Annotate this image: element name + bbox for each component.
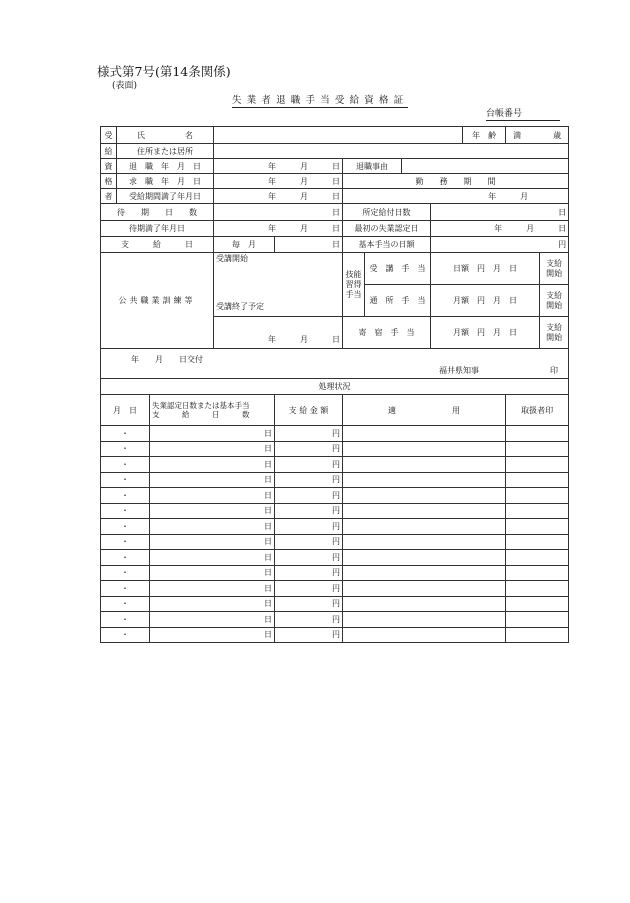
skill-allowance-label bbox=[343, 253, 365, 317]
processing-handler-cell[interactable] bbox=[506, 441, 569, 457]
lecture-allowance-label: 受 講 手 当 bbox=[365, 253, 431, 285]
benefit-end-label: 受給期間満了年月日 bbox=[117, 189, 214, 204]
issue-cell bbox=[101, 349, 569, 379]
processing-row bbox=[101, 441, 569, 457]
processing-days-cell[interactable]: 日 bbox=[150, 457, 275, 473]
processing-remarks-cell[interactable] bbox=[343, 550, 506, 566]
processing-header-days-line-1: 失業認定日数または基本手当 bbox=[152, 401, 250, 410]
processing-remarks-cell[interactable] bbox=[343, 534, 506, 550]
benefit-end-row bbox=[101, 189, 569, 204]
boarding-allowance-label: 寄 宿 手 当 bbox=[343, 317, 431, 349]
retire-reason-label: 退職事由 bbox=[343, 159, 402, 174]
recipient-label-char-2: 給 bbox=[101, 144, 117, 159]
processing-amount-cell[interactable]: 円 bbox=[275, 519, 343, 535]
processing-header-days-line-2: 支 給 日 数 bbox=[152, 410, 250, 419]
training-start-label: 受講開始 bbox=[214, 253, 343, 301]
processing-remarks-cell[interactable] bbox=[343, 426, 506, 442]
processing-date-cell[interactable]: ・ bbox=[101, 581, 150, 597]
job-seek-row bbox=[101, 174, 569, 189]
issue-date[interactable]: 年 月 日交付 bbox=[131, 355, 203, 364]
processing-row bbox=[101, 503, 569, 519]
processing-days-cell[interactable]: 日 bbox=[150, 503, 275, 519]
prescribed-days-label: 所定給付日数 bbox=[343, 204, 431, 221]
pay-day-field[interactable]: 日 bbox=[275, 237, 343, 253]
retire-date-label: 退 職 年 月 日 bbox=[117, 159, 214, 174]
job-seek-date-label: 求 職 年 月 日 bbox=[117, 174, 214, 189]
service-period-label: 勤 務 期 間 bbox=[343, 174, 569, 189]
recipient-label-char-4: 格 bbox=[101, 174, 117, 189]
processing-row bbox=[101, 519, 569, 535]
skill-label-line-2: 習得 bbox=[345, 279, 362, 289]
processing-row bbox=[101, 488, 569, 504]
processing-amount-cell[interactable]: 円 bbox=[275, 550, 343, 566]
skill-label-line-3: 手当 bbox=[345, 289, 362, 299]
processing-header-remarks: 適 用 bbox=[343, 395, 506, 426]
processing-remarks-cell[interactable] bbox=[343, 627, 506, 643]
processing-remarks-cell[interactable] bbox=[343, 503, 506, 519]
retire-date-row bbox=[101, 159, 569, 174]
processing-date-cell[interactable]: ・ bbox=[101, 550, 150, 566]
processing-days-cell[interactable]: 日 bbox=[150, 565, 275, 581]
processing-handler-cell[interactable] bbox=[506, 627, 569, 643]
processing-date-cell[interactable]: ・ bbox=[101, 534, 150, 550]
processing-amount-cell[interactable]: 円 bbox=[275, 472, 343, 488]
certificate-form bbox=[100, 126, 567, 648]
processing-amount-cell[interactable]: 円 bbox=[275, 627, 343, 643]
issue-row bbox=[101, 349, 569, 379]
processing-days-cell[interactable]: 日 bbox=[150, 612, 275, 628]
boarding-pay-start bbox=[540, 317, 569, 349]
processing-handler-cell[interactable] bbox=[506, 550, 569, 566]
processing-date-cell[interactable]: ・ bbox=[101, 612, 150, 628]
waiting-days-field[interactable]: 日 bbox=[214, 204, 343, 221]
boarding-pay-start-line-1: 支給 bbox=[546, 322, 563, 332]
processing-title: 処理状況 bbox=[101, 379, 569, 395]
lecture-allowance-field[interactable]: 日額 円 月 日 bbox=[431, 253, 540, 285]
address-field[interactable] bbox=[214, 144, 569, 159]
boarding-pay-start-line-2: 開始 bbox=[546, 332, 563, 342]
processing-remarks-cell[interactable] bbox=[343, 596, 506, 612]
processing-days-cell[interactable]: 日 bbox=[150, 550, 275, 566]
waiting-days-row bbox=[101, 204, 569, 221]
recipient-label-char-5: 者 bbox=[101, 189, 117, 204]
processing-days-cell[interactable]: 日 bbox=[150, 596, 275, 612]
processing-row bbox=[101, 627, 569, 643]
processing-title-row bbox=[101, 379, 569, 395]
processing-remarks-cell[interactable] bbox=[343, 488, 506, 504]
processing-days-cell[interactable]: 日 bbox=[150, 472, 275, 488]
name-row bbox=[101, 127, 569, 144]
commute-pay-start-line-1: 支給 bbox=[546, 290, 563, 300]
training-label: 公共職業訓練等 bbox=[101, 253, 214, 349]
processing-days-cell[interactable]: 日 bbox=[150, 441, 275, 457]
training-row-1 bbox=[101, 253, 569, 269]
processing-row bbox=[101, 612, 569, 628]
processing-remarks-cell[interactable] bbox=[343, 441, 506, 457]
name-label: 氏 名 bbox=[117, 127, 214, 144]
processing-days-cell[interactable]: 日 bbox=[150, 519, 275, 535]
training-end-field[interactable]: 年 月 日 bbox=[214, 317, 343, 349]
waiting-end-label: 待期満了年月日 bbox=[101, 221, 214, 237]
lecture-pay-start bbox=[540, 253, 569, 285]
processing-days-cell[interactable]: 日 bbox=[150, 488, 275, 504]
processing-remarks-cell[interactable] bbox=[343, 565, 506, 581]
basic-daily-label: 基本手当の日額 bbox=[343, 237, 431, 253]
waiting-end-field[interactable]: 年 月 日 bbox=[214, 221, 343, 237]
training-end-label: 受講終了予定 bbox=[214, 301, 343, 317]
form-number: 様式第7号(第14条関係) bbox=[97, 64, 231, 79]
age-field[interactable]: 満 歳 bbox=[506, 127, 569, 144]
benefit-end-field[interactable]: 年 月 日 bbox=[214, 189, 343, 204]
processing-days-cell[interactable]: 日 bbox=[150, 627, 275, 643]
lecture-pay-start-line-1: 支給 bbox=[546, 258, 563, 268]
processing-header-handler: 取扱者印 bbox=[506, 395, 569, 426]
processing-handler-cell[interactable] bbox=[506, 596, 569, 612]
retire-date-field[interactable]: 年 月 日 bbox=[214, 159, 343, 174]
processing-date-cell[interactable]: ・ bbox=[101, 503, 150, 519]
processing-row bbox=[101, 550, 569, 566]
service-period-field[interactable]: 年 月 bbox=[343, 189, 569, 204]
processing-handler-cell[interactable] bbox=[506, 519, 569, 535]
processing-header-amount: 支 給 金 額 bbox=[275, 395, 343, 426]
processing-date-cell[interactable]: ・ bbox=[101, 596, 150, 612]
waiting-days-label: 待 期 日 数 bbox=[101, 204, 214, 221]
form-side-label: (表面) bbox=[112, 81, 138, 91]
document-title: 失業者退職手当受給資格証 bbox=[232, 92, 408, 108]
address-label: 住所または居所 bbox=[117, 144, 214, 159]
processing-remarks-cell[interactable] bbox=[343, 519, 506, 535]
processing-row bbox=[101, 581, 569, 597]
processing-handler-cell[interactable] bbox=[506, 581, 569, 597]
processing-date-cell[interactable]: ・ bbox=[101, 488, 150, 504]
commute-allowance-label: 通 所 手 当 bbox=[365, 285, 431, 317]
certificate-table bbox=[100, 126, 569, 643]
processing-amount-cell[interactable]: 円 bbox=[275, 441, 343, 457]
boarding-allowance-field[interactable]: 月額 円 月 日 bbox=[431, 317, 540, 349]
processing-amount-cell[interactable]: 円 bbox=[275, 581, 343, 597]
processing-rows bbox=[101, 426, 569, 643]
processing-date-cell[interactable]: ・ bbox=[101, 565, 150, 581]
issuer-name: 福井県知事 bbox=[439, 366, 479, 375]
prescribed-days-field[interactable]: 日 bbox=[431, 204, 569, 221]
processing-row bbox=[101, 534, 569, 550]
basic-daily-field[interactable]: 円 bbox=[431, 237, 569, 253]
address-row bbox=[101, 144, 569, 159]
processing-row bbox=[101, 596, 569, 612]
retire-reason-field[interactable] bbox=[402, 159, 569, 174]
issuer-seal: 印 bbox=[550, 366, 558, 375]
processing-handler-cell[interactable] bbox=[506, 426, 569, 442]
processing-amount-cell[interactable]: 円 bbox=[275, 488, 343, 504]
processing-days-cell[interactable]: 日 bbox=[150, 426, 275, 442]
processing-header-date: 月 日 bbox=[101, 395, 150, 426]
processing-header-days bbox=[150, 395, 275, 426]
pay-day-row bbox=[101, 237, 569, 253]
processing-handler-cell[interactable] bbox=[506, 457, 569, 473]
processing-amount-cell[interactable]: 円 bbox=[275, 426, 343, 442]
commute-pay-start-line-2: 開始 bbox=[546, 300, 563, 310]
recipient-label-char-3: 資 bbox=[101, 159, 117, 174]
commute-pay-start bbox=[540, 285, 569, 317]
processing-amount-cell[interactable]: 円 bbox=[275, 534, 343, 550]
ledger-number-field[interactable]: 台帳番号 bbox=[486, 106, 560, 121]
waiting-end-row bbox=[101, 221, 569, 237]
age-label: 年 齢 bbox=[463, 127, 506, 144]
processing-row bbox=[101, 565, 569, 581]
processing-date-cell[interactable]: ・ bbox=[101, 457, 150, 473]
processing-amount-cell[interactable]: 円 bbox=[275, 565, 343, 581]
processing-remarks-cell[interactable] bbox=[343, 472, 506, 488]
processing-days-cell[interactable]: 日 bbox=[150, 581, 275, 597]
processing-days-cell[interactable]: 日 bbox=[150, 534, 275, 550]
recipient-label-char-1: 受 bbox=[101, 127, 117, 144]
processing-date-cell[interactable]: ・ bbox=[101, 426, 150, 442]
processing-remarks-cell[interactable] bbox=[343, 612, 506, 628]
processing-amount-cell[interactable]: 円 bbox=[275, 596, 343, 612]
lecture-pay-start-line-2: 開始 bbox=[546, 268, 563, 278]
pay-month-label: 毎 月 bbox=[214, 237, 275, 253]
processing-handler-cell[interactable] bbox=[506, 472, 569, 488]
job-seek-date-field[interactable]: 年 月 日 bbox=[214, 174, 343, 189]
processing-handler-cell[interactable] bbox=[506, 503, 569, 519]
pay-day-label: 支 給 日 bbox=[101, 237, 214, 253]
first-cert-label: 最初の失業認定日 bbox=[343, 221, 431, 237]
processing-row bbox=[101, 457, 569, 473]
processing-handler-cell[interactable] bbox=[506, 534, 569, 550]
processing-row bbox=[101, 426, 569, 442]
processing-date-cell[interactable]: ・ bbox=[101, 441, 150, 457]
skill-label-line-1: 技能 bbox=[345, 269, 362, 279]
processing-amount-cell[interactable]: 円 bbox=[275, 503, 343, 519]
processing-amount-cell[interactable]: 円 bbox=[275, 457, 343, 473]
processing-date-cell[interactable]: ・ bbox=[101, 627, 150, 643]
processing-remarks-cell[interactable] bbox=[343, 457, 506, 473]
processing-header-row bbox=[101, 395, 569, 426]
processing-handler-cell[interactable] bbox=[506, 612, 569, 628]
commute-allowance-field[interactable]: 月額 円 月 日 bbox=[431, 285, 540, 317]
processing-remarks-cell[interactable] bbox=[343, 581, 506, 597]
first-cert-field[interactable]: 年 月 日 bbox=[431, 221, 569, 237]
processing-date-cell[interactable]: ・ bbox=[101, 472, 150, 488]
processing-handler-cell[interactable] bbox=[506, 565, 569, 581]
processing-amount-cell[interactable]: 円 bbox=[275, 612, 343, 628]
processing-date-cell[interactable]: ・ bbox=[101, 519, 150, 535]
name-field[interactable] bbox=[214, 127, 463, 144]
processing-handler-cell[interactable] bbox=[506, 488, 569, 504]
processing-row bbox=[101, 472, 569, 488]
